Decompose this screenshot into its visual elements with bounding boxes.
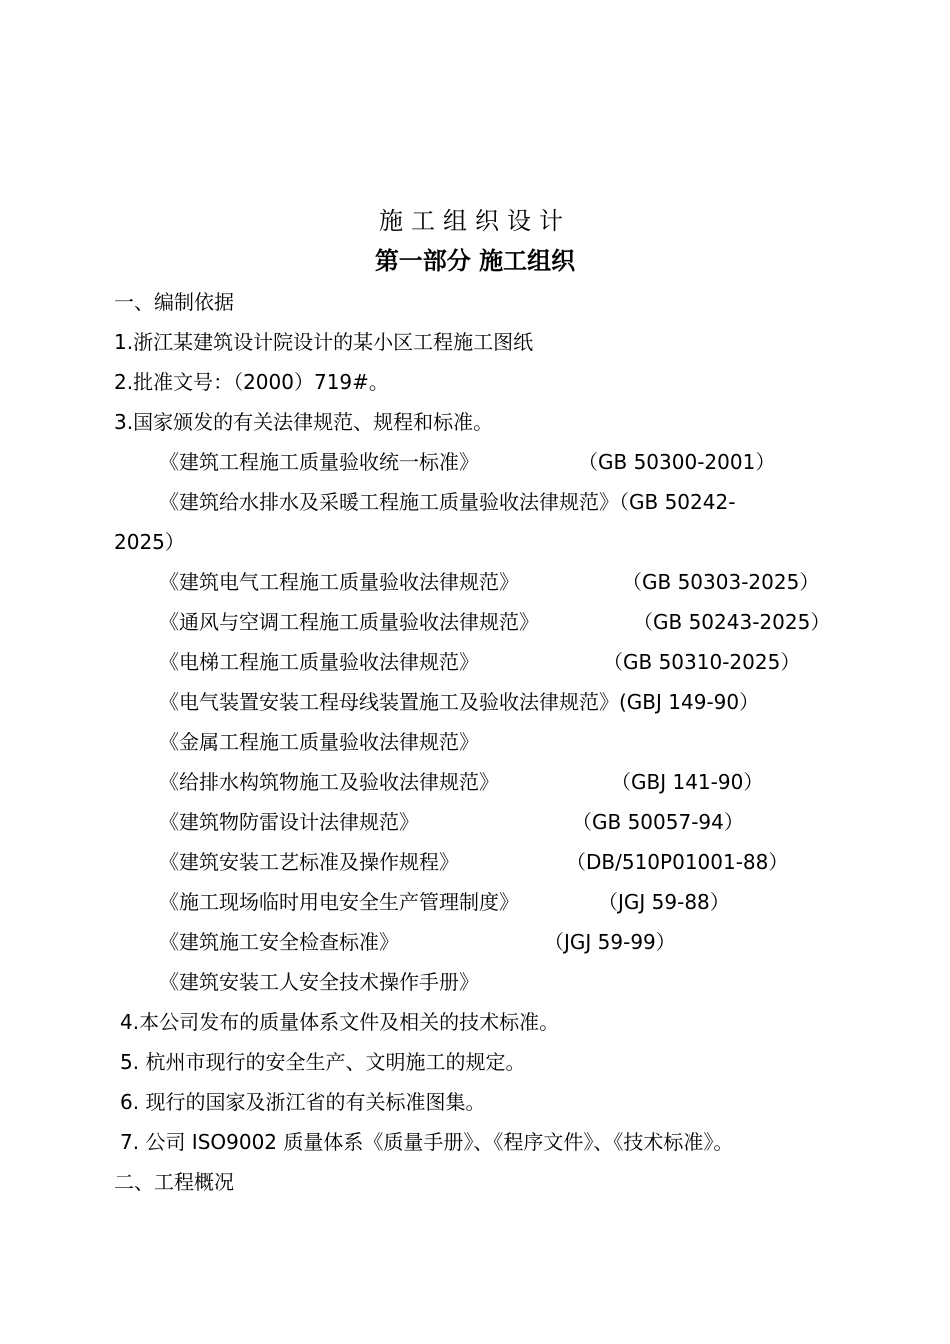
basis-item-3: 3.国家颁发的有关法律规范、规程和标准。 [114, 410, 494, 434]
standard-name: 《建筑施工安全检查标准》 [159, 930, 399, 954]
standard-name: 《施工现场临时用电安全生产管理制度》 [159, 890, 519, 914]
standard-code: （GB 50310-2025） [603, 650, 801, 674]
standard-name: 《给排水构筑物施工及验收法律规范》 [159, 770, 499, 794]
standard-code: （GB 50057-94） [572, 810, 744, 834]
basis-item-1: 1.浙江某建筑设计院设计的某小区工程施工图纸 [114, 330, 534, 354]
basis-item-5: 5. 杭州市现行的安全生产、文明施工的规定。 [120, 1050, 526, 1074]
standard-code: （GBJ 141-90） [611, 770, 764, 794]
basis-item-2: 2.批准文号：（2000）719#。 [114, 370, 389, 394]
standard-code: （GB 50243-2025） [633, 610, 831, 634]
section-heading-overview: 二、工程概况 [114, 1170, 234, 1194]
standard-code: （JGJ 59-99） [544, 930, 676, 954]
basis-item-7: 7. 公司 ISO9002 质量体系《质量手册》、《程序文件》、《技术标准》。 [120, 1130, 734, 1154]
standard-name: 《建筑安装工艺标准及操作规程》 [159, 850, 459, 874]
section-heading-basis: 一、编制依据 [114, 290, 234, 314]
document-title: 施工组织设计 [379, 207, 571, 235]
standard-code: （GB 50303-2025） [622, 570, 820, 594]
basis-item-6: 6. 现行的国家及浙江省的有关标准图集。 [120, 1090, 486, 1114]
standard-code: （JGJ 59-88） [598, 890, 730, 914]
standard-code: （DB/510P01001-88） [566, 850, 789, 874]
standard-name: 《电梯工程施工质量验收法律规范》 [159, 650, 479, 674]
standard-name-continued: 2025） [114, 530, 185, 554]
standard-name: 《建筑安装工人安全技术操作手册》 [159, 970, 479, 994]
document-subtitle: 第一部分 施工组织 [374, 247, 576, 275]
standard-name: 《建筑物防雷设计法律规范》 [159, 810, 419, 834]
standard-name: 《电气装置安装工程母线装置施工及验收法律规范》(GBJ 149-90） [159, 690, 760, 714]
standard-name: 《建筑工程施工质量验收统一标准》 [159, 450, 479, 474]
standard-name: 《通风与空调工程施工质量验收法律规范》 [159, 610, 539, 634]
standard-name: 《金属工程施工质量验收法律规范》 [159, 730, 479, 754]
standard-code: （GB 50300-2001） [578, 450, 776, 474]
standard-name: 《建筑电气工程施工质量验收法律规范》 [159, 570, 519, 594]
basis-item-4: 4.本公司发布的质量体系文件及相关的技术标准。 [120, 1010, 560, 1034]
standard-name: 《建筑给水排水及采暖工程施工质量验收法律规范》（GB 50242- [159, 490, 736, 514]
